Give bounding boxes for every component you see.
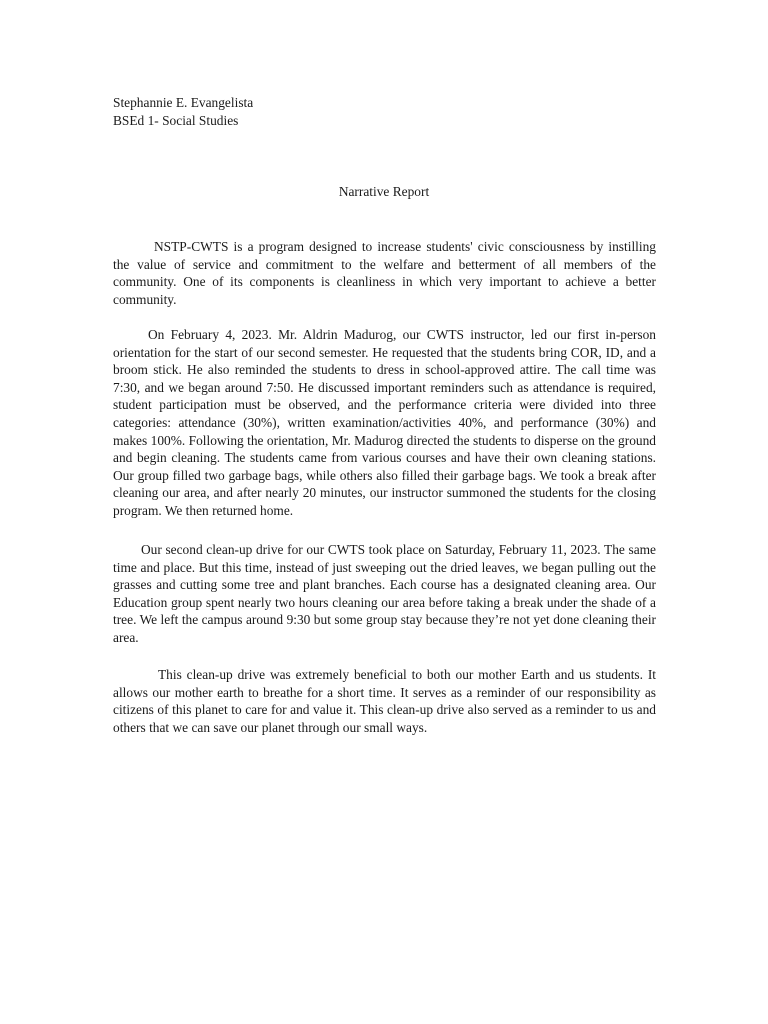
document-title: Narrative Report [338,184,430,199]
paragraph-conclusion: This clean-up drive was extremely beneficial to both our mother Earth and us students. It allows our mother earth to breathe for a short time. It serves as a reminder of our responsibility as citizens of this planet to care for and value it. This clean-up drive also served as a reminder to us and others that we can save our planet through our small ways. [113,667,656,735]
author-name: Stephannie E. Evangelista [113,95,254,110]
author-course: BSEd 1- Social Studies [113,113,239,128]
paragraph-first-orientation: On February 4, 2023. Mr. Aldrin Madurog, our CWTS instructor, led our first in-person orientation for the start of our second semester. He requested that the students bring COR, ID, and a broom stick. He also reminded the students to dress in school-approved attire. The call time was 7:30, and we began around 7:50. He discussed important reminders such as attendance is required, student participation must be observed, and the performance criteria were divided into three categories: attendance (30%), written examination/activities 40%, and performance (30%) and makes 100%. Following the orientation, Mr. Madurog directed the students to disperse on the ground and begin cleaning. The students came from various courses and have their own cleaning stations. Our group filled two garbage bags, while others also filled their garbage bags. We took a break after cleaning our area, and after nearly 20 minutes, our instructor summoned the students for the closing program. We then returned home. [113,327,656,518]
paragraph-second-cleanup: Our second clean-up drive for our CWTS took place on Saturday, February 11, 2023. The same time and place. But this time, instead of just sweeping out the dried leaves, we began pulling out the grasses and cutting some tree and plant branches. Each course has a designated cleaning area. Our Education group spent nearly two hours cleaning our area before taking a break under the shade of a tree. We left the campus around 9:30 but some group stay because they’re not yet done cleaning their area. [113,542,656,645]
paragraph-introduction: NSTP-CWTS is a program designed to increase students' civic consciousness by instilling the value of service and commitment to the welfare and betterment of all members of the community. One of its components is cleanliness in which very important to achieve a better community. [113,239,656,307]
